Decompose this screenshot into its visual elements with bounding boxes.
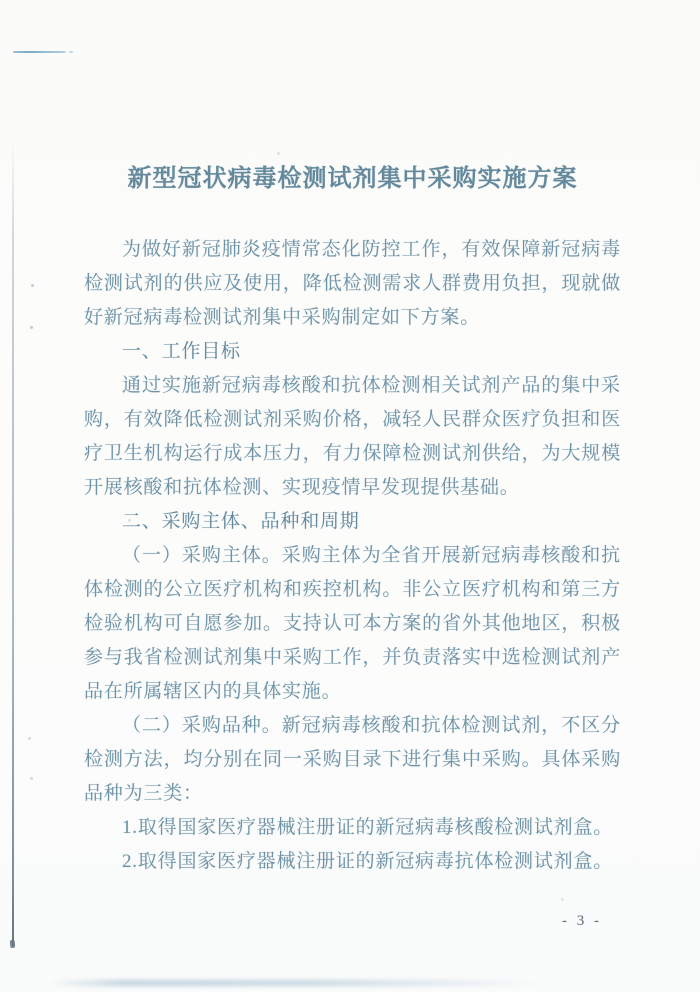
list-item-1: 1.取得国家医疗器械注册证的新冠病毒核酸检测试剂盒。 xyxy=(122,817,614,838)
scan-speck xyxy=(28,737,31,740)
paragraph-purchase-variety: （二）采购品种。新冠病毒核酸和抗体检测试剂，不区分检测方法，均分别在同一采购目录下进行集中采购。具体采购品种为三类： xyxy=(84,715,621,804)
scan-speck xyxy=(30,326,33,329)
scan-speck xyxy=(561,898,564,901)
section-heading-1: 一、工作目标 xyxy=(122,341,241,362)
section-heading-2: 二、采购主体、品种和周期 xyxy=(122,511,360,532)
list-item-2: 2.取得国家医疗器械注册证的新冠病毒抗体检测试剂盒。 xyxy=(122,851,614,872)
scan-speck xyxy=(30,777,33,780)
document-title: 新型冠状病毒检测试剂集中采购实施方案 xyxy=(127,166,578,192)
paragraph-intro: 为做好新冠肺炎疫情常态化防控工作，有效保障新冠病毒检测试剂的供应及使用，降低检测需求人群费用负担，现就做好新冠病毒检测试剂集中采购制定如下方案。 xyxy=(84,239,621,328)
scan-artifact-top-line-dot xyxy=(69,51,73,53)
scan-artifact-left-edge-line-tip xyxy=(10,940,16,948)
scan-artifact-bottom-shadow xyxy=(50,980,540,986)
scan-speck xyxy=(31,284,34,287)
paragraph-goals: 通过实施新冠病毒核酸和抗体检测相关试剂产品的集中采购，有效降低检测试剂采购价格，减轻人民群众医疗负担和医疗卫生机构运行成本压力，有力保障检测试剂供给，为大规模开展核酸和抗体检测、实现疫情早发现提供基础。 xyxy=(84,375,621,498)
paragraph-purchase-subject: （一）采购主体。采购主体为全省开展新冠病毒核酸和抗体检测的公立医疗机构和疾控机构。非公立医疗机构和第三方检验机构可自愿参加。支持认可本方案的省外其他地区，积极参与我省检测试剂集中采购工作，并负责落实中选检测试剂产品在所属辖区内的具体实施。 xyxy=(84,545,621,702)
scan-speck xyxy=(277,152,280,155)
page-number: - 3 - xyxy=(562,913,602,929)
scan-artifact-top-line xyxy=(13,51,66,53)
scan-artifact-left-edge-line xyxy=(12,140,14,946)
document-body xyxy=(84,233,621,879)
